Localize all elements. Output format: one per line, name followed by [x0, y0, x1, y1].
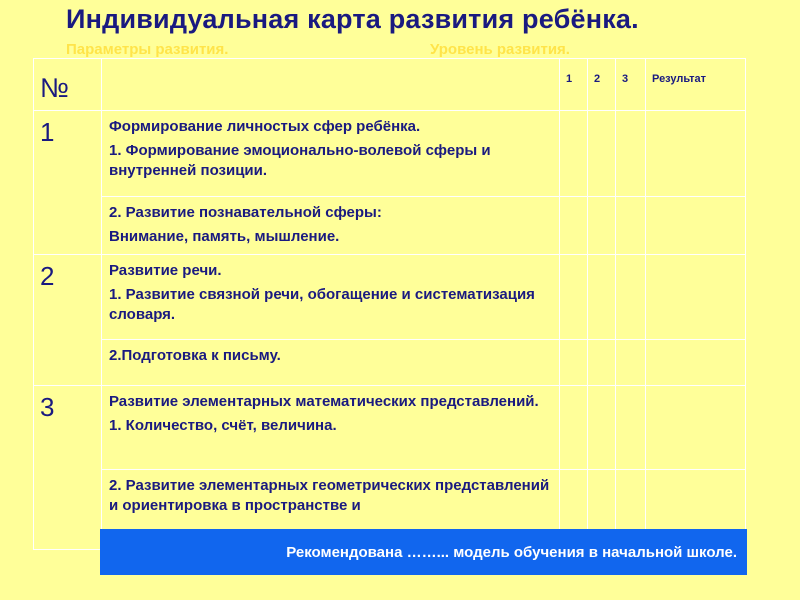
- cell-result: [646, 340, 746, 386]
- cell-result: [646, 255, 746, 340]
- table-row: [34, 340, 746, 386]
- row-2-item: 1. Развитие связной речи, обогащение и систематизация словаря.: [109, 286, 535, 323]
- subtitle-level: Уровень развития.: [430, 41, 570, 58]
- row-1b-line2: Внимание, память, мышление.: [109, 228, 340, 245]
- cell-level-3: [616, 255, 646, 340]
- cell-level-3: [616, 111, 646, 197]
- header-number: №: [34, 59, 102, 111]
- page-title: Индивидуальная карта развития ребёнка.: [66, 4, 639, 34]
- header-level-1: 1: [560, 59, 588, 111]
- cell-level-3: [616, 386, 646, 470]
- cell-level-2: [588, 197, 616, 255]
- row-3-title: Развитие элементарных математических представлений.: [109, 393, 539, 410]
- recommendation-banner: Рекомендована ……... модель обучения в начальной школе.: [100, 529, 747, 575]
- row-3-item: 1. Количество, счёт, величина.: [109, 417, 337, 434]
- header-level-2: 2: [588, 59, 616, 111]
- cell-level-1: [560, 340, 588, 386]
- row-2-title: Развитие речи.: [109, 262, 222, 279]
- cell-result: [646, 197, 746, 255]
- cell-level-1: [560, 386, 588, 470]
- row-1-text: [102, 111, 560, 197]
- development-table: [33, 58, 746, 550]
- cell-level-3: [616, 340, 646, 386]
- table-row: [34, 111, 746, 197]
- cell-level-2: [588, 111, 616, 197]
- row-number-1: 1: [34, 111, 102, 255]
- row-1-item: 1. Формирование эмоционально-волевой сферы и внутренней позиции.: [109, 142, 491, 179]
- header-parameter: [102, 59, 560, 111]
- subtitle-parameters: Параметры развития.: [66, 41, 229, 58]
- row-2b-text: [102, 340, 560, 386]
- cell-level-1: [560, 197, 588, 255]
- cell-level-2: [588, 386, 616, 470]
- header-result: Результат: [646, 59, 746, 111]
- table-row: [34, 255, 746, 340]
- row-3-text: [102, 386, 560, 470]
- table-row: [34, 197, 746, 255]
- row-number-3: 3: [34, 386, 102, 550]
- cell-result: [646, 111, 746, 197]
- cell-level-3: [616, 197, 646, 255]
- cell-level-2: [588, 255, 616, 340]
- row-3b-line1: 2. Развитие элементарных геометрических представлений и ориентировка в пространстве и: [109, 477, 550, 514]
- row-2b-line1: 2.Подготовка к письму.: [109, 347, 281, 364]
- table-row: [34, 386, 746, 470]
- cell-level-2: [588, 340, 616, 386]
- cell-level-1: [560, 255, 588, 340]
- header-level-3: 3: [616, 59, 646, 111]
- row-1b-text: [102, 197, 560, 255]
- table-header-row: [34, 59, 746, 111]
- row-2-text: [102, 255, 560, 340]
- row-1b-line1: 2. Развитие познавательной сферы:: [109, 204, 382, 221]
- row-1-title: Формирование личностых сфер ребёнка.: [109, 118, 421, 135]
- cell-level-1: [560, 111, 588, 197]
- cell-result: [646, 386, 746, 470]
- development-table-frame: [33, 58, 748, 553]
- row-number-2: 2: [34, 255, 102, 386]
